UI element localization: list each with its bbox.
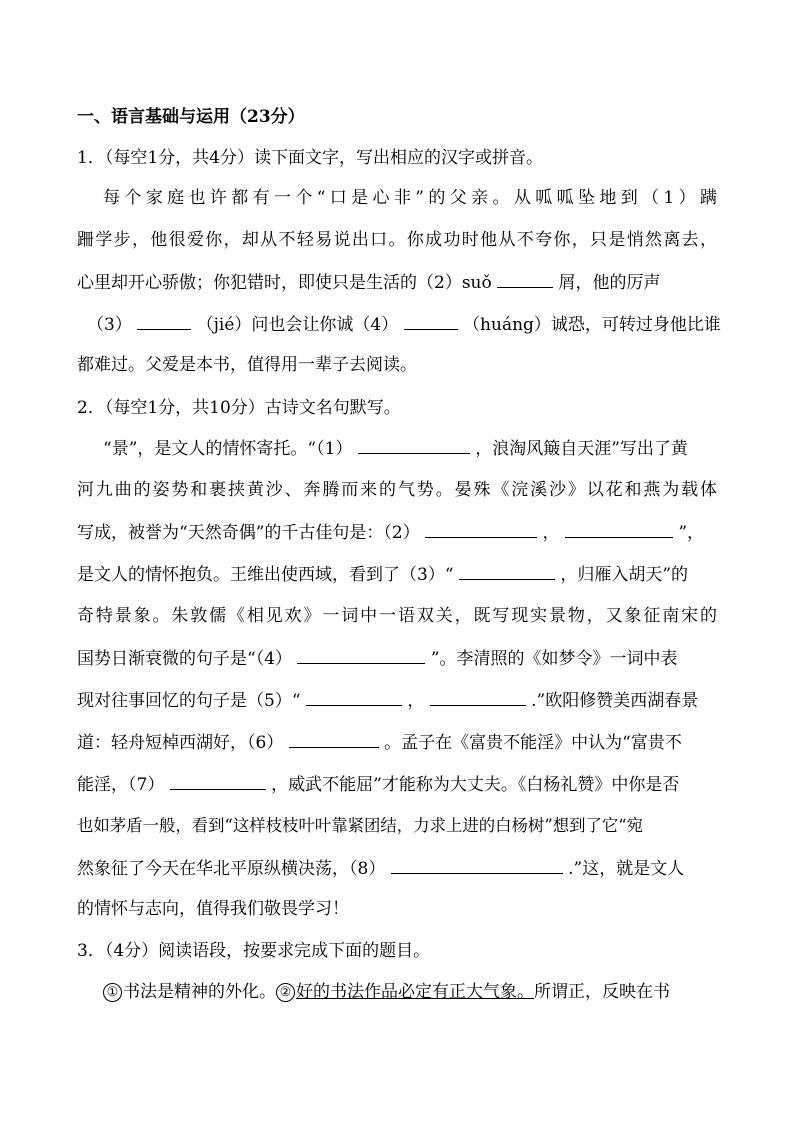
q2-line-11-text-a: 然象征了今天在华北平原纵横决荡，（8） <box>77 859 386 879</box>
q2-blank-3[interactable] <box>459 563 555 580</box>
q1-line-1: 每个家庭也许都有一个“口是心非”的父亲。从呱呱坠地到（1）蹒 <box>103 188 717 208</box>
q2-line-2: 河九曲的姿势和裹挟黄沙、奔腾而来的气势。晏殊《浣溪沙》以花和燕为载体 <box>77 480 717 500</box>
q2-blank-8[interactable] <box>391 857 563 874</box>
q1-header: 1．（每空1分，共4分）读下面文字，写出相应的汉字或拼音。 <box>77 148 543 168</box>
sentence-marker-2: ② <box>276 983 295 1002</box>
q2-header: 2．（每空1分，共10分）古诗文名句默写。 <box>77 398 401 418</box>
q2-line-1-text-a: “景”，是文人的情怀寄托。“（1） <box>103 439 353 459</box>
q2-line-3-text-b: ， <box>542 523 560 543</box>
q2-line-6 <box>77 647 717 670</box>
q2-line-8-text-a: 道：轻舟短棹西湖好，（6） <box>77 733 284 753</box>
q1-line-4-text-b: （jié）问也会让你诚（4） <box>196 315 399 335</box>
q1-line-2: 跚学步，他很爱你，却从不轻易说出口。你成功时他从不夸你，只是悄然离去， <box>77 230 717 250</box>
q1-line-4-text-a: （3） <box>87 315 132 335</box>
q2-line-5: 奇特景象。朱敦儒《相见欢》一词中一语双关，既写现实景物，又象征南宋的 <box>77 606 717 626</box>
q2-line-9 <box>77 773 717 796</box>
q3-sentence-3: 所谓正，反映在书 <box>534 982 670 1002</box>
q2-line-4 <box>77 563 717 586</box>
q1-line-3-text-a: 心里却开心骄傲；你犯错时，即使只是生活的（2）suǒ <box>77 273 492 293</box>
q2-line-6-text-a: 国势日渐衰微的句子是“（4） <box>77 649 293 669</box>
q3-sentence-2-underlined: 好的书法作品必定有正大气象。 <box>296 982 534 1002</box>
q1-line-4-text-c: （huáng）诚恐，可转过身他比谁 <box>463 315 721 335</box>
q2-line-6-text-b: ”。李清照的《如梦令》一词中表 <box>430 649 678 669</box>
sentence-marker-1: ① <box>103 983 122 1002</box>
q2-blank-1[interactable] <box>358 437 470 454</box>
q2-blank-4[interactable] <box>297 647 425 664</box>
q2-line-12: 的情怀与志向，值得我们敬畏学习！ <box>77 899 349 919</box>
q2-line-1 <box>103 437 717 460</box>
q3-passage-line-1 <box>103 981 717 1003</box>
q2-blank-7[interactable] <box>170 773 266 790</box>
q2-line-10: 也如茅盾一般，看到“这样枝枝叶叶靠紧团结，力求上进的白杨树”想到了它“宛 <box>77 816 644 835</box>
q2-line-3-text-a: 写成，被誉为“天然奇偶”的千古佳句是：（2） <box>77 523 420 543</box>
q2-line-9-text-b: ，威武不能屈”才能称为大丈夫。《白杨礼赞》中你是否 <box>271 775 680 795</box>
q2-line-7-text-c: .”欧阳修赞美西湖春景 <box>531 691 699 711</box>
q2-line-4-text-b: ，归雁入胡天”的 <box>560 565 689 585</box>
q3-header: 3．（4分）阅读语段，按要求完成下面的题目。 <box>77 941 431 961</box>
q1-line-4 <box>87 313 727 336</box>
q2-line-8 <box>77 731 717 754</box>
q2-line-7-text-b: ， <box>407 691 425 711</box>
q1-line-3 <box>77 271 717 294</box>
q3-sentence-1: 书法是精神的外化。 <box>123 982 276 1002</box>
q2-line-8-text-b: 。孟子在《富贵不能淫》中认为“富贵不 <box>384 733 682 753</box>
section-heading: 一、语言基础与运用（23分） <box>77 107 305 127</box>
q2-line-7-text-a: 现对往事回忆的句子是（5）“ <box>77 691 301 711</box>
q1-line-3-text-b: 屑，他的厉声 <box>558 273 661 293</box>
q2-line-1-text-b: ，浪淘风簸自天涯”写出了黄 <box>475 439 688 459</box>
q1-blank-4[interactable] <box>404 313 458 330</box>
q2-line-9-text-a: 能淫，（7） <box>77 775 165 795</box>
q2-blank-6[interactable] <box>289 731 379 748</box>
q2-blank-5b[interactable] <box>430 689 526 706</box>
q2-blank-2b[interactable] <box>565 521 673 538</box>
q1-blank-2[interactable] <box>497 271 553 288</box>
q2-line-3 <box>77 521 717 544</box>
q2-line-11 <box>77 857 717 880</box>
q1-line-5: 都难过。父爱是本书，值得用一辈子去阅读。 <box>77 355 417 375</box>
q2-blank-2a[interactable] <box>425 521 537 538</box>
q2-line-3-text-c: ”， <box>678 523 705 543</box>
q1-blank-3[interactable] <box>137 313 191 330</box>
q2-line-4-text-a: 是文人的情怀抱负。王维出使西域，看到了（3）“ <box>77 565 454 585</box>
q2-line-7 <box>77 689 717 712</box>
q2-blank-5a[interactable] <box>306 689 402 706</box>
q2-line-11-text-b: .”这，就是文人 <box>568 859 685 879</box>
